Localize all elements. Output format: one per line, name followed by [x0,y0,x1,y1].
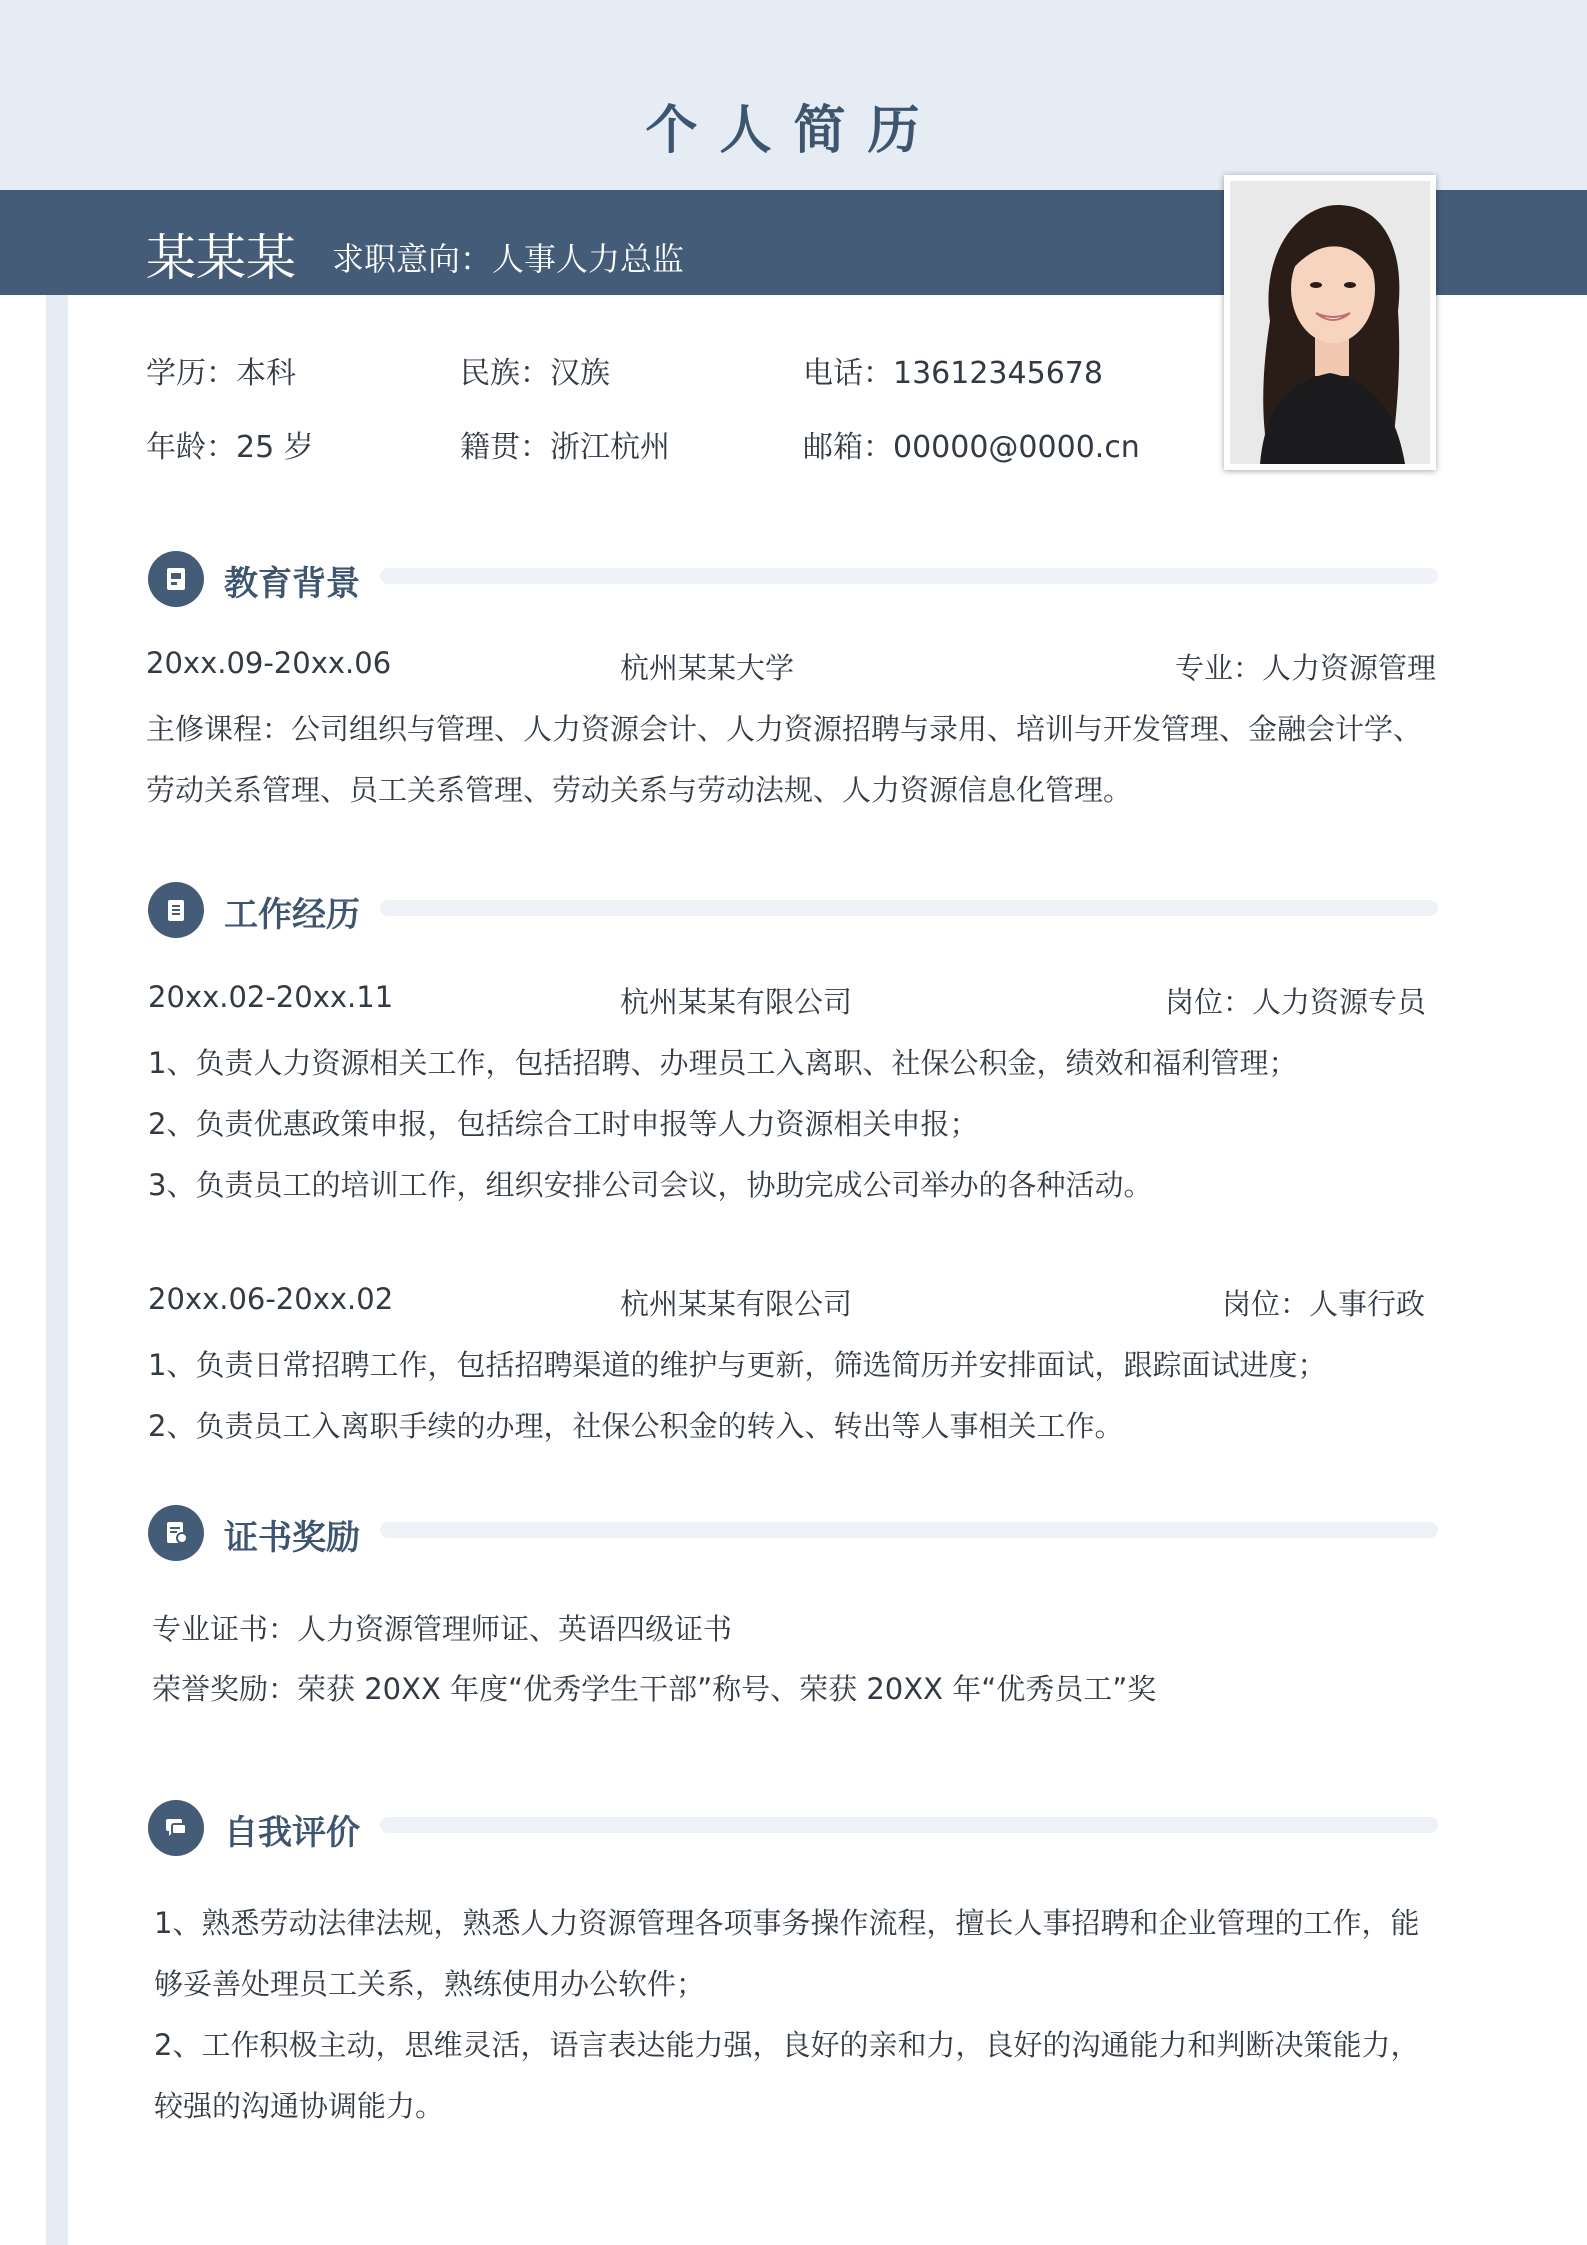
work-icon [148,882,204,938]
info-education: 学历：本科 [146,356,296,391]
portrait-image [1230,181,1430,464]
job-intent: 求职意向：人事人力总监 [332,240,685,278]
self-eval-section-title: 自我评价 [224,1813,360,1853]
awards-section-title: 证书奖励 [224,1518,360,1558]
honors-text: 荣誉奖励：荣获 20XX 年度“优秀学生干部”称号、荣获 20XX 年“优秀员工”奖 [152,1672,1157,1706]
info-phone: 电话：13612345678 [803,356,1103,391]
education-icon [148,551,204,607]
profile-photo [1224,175,1436,470]
education-school: 杭州某某大学 [620,651,795,685]
job-period: 20xx.06-20xx.02 [148,1282,394,1316]
job-company: 杭州某某有限公司 [620,985,853,1019]
self-eval-line: 够妥善处理员工关系，熟练使用办公软件； [154,1967,706,2001]
info-ethnicity: 民族：汉族 [460,356,610,391]
job-duty: 3、负责员工的培训工作，组织安排公司会议，协助完成公司举办的各种活动。 [148,1168,1153,1202]
education-divider [380,568,1438,584]
job-period: 20xx.02-20xx.11 [148,980,394,1014]
self-eval-line: 1、熟悉劳动法律法规，熟悉人力资源管理各项事务操作流程，擅长人事招聘和企业管理的工作，能 [154,1906,1420,1940]
job-duty: 2、负责优惠政策申报，包括综合工时申报等人力资源相关申报； [148,1107,979,1141]
self-eval-line: 较强的沟通协调能力。 [154,2089,445,2123]
job-position: 岗位：人事行政 [1222,1287,1426,1321]
education-major: 专业：人力资源管理 [1175,651,1437,685]
info-email: 邮箱：00000@0000.cn [803,430,1140,465]
awards-divider [380,1522,1438,1538]
info-age: 年龄：25 岁 [146,430,314,465]
job-duty: 2、负责员工入离职手续的办理，社保公积金的转入、转出等人事相关工作。 [148,1409,1124,1443]
job-duty: 1、负责人力资源相关工作，包括招聘、办理员工入离职、社保公积金，绩效和福利管理； [148,1046,1298,1080]
job-duty: 1、负责日常招聘工作，包括招聘渠道的维护与更新，筛选简历并安排面试，跟踪面试进度； [148,1348,1327,1382]
self-eval-divider [380,1817,1438,1833]
job-company: 杭州某某有限公司 [620,1287,853,1321]
chat-icon [148,1800,204,1856]
certificate-icon [148,1505,204,1561]
certificates-text: 专业证书：人力资源管理师证、英语四级证书 [152,1612,733,1646]
decorative-left-stripe [46,0,68,2245]
education-courses-line: 主修课程：公司组织与管理、人力资源会计、人力资源招聘与录用、培训与开发管理、金融会计学、 [146,712,1423,746]
work-divider [380,900,1438,916]
job-position: 岗位：人力资源专员 [1165,985,1427,1019]
education-courses-line: 劳动关系管理、员工关系管理、劳动关系与劳动法规、人力资源信息化管理。 [146,773,1133,807]
education-period: 20xx.09-20xx.06 [146,646,392,680]
work-section-title: 工作经历 [224,895,360,935]
self-eval-line: 2、工作积极主动，思维灵活，语言表达能力强，良好的亲和力，良好的沟通能力和判断决策能力， [154,2028,1420,2062]
candidate-name: 某某某 [146,229,296,287]
info-hometown: 籍贯：浙江杭州 [460,430,670,465]
page-title: 个人简历 [645,101,942,161]
education-section-title: 教育背景 [224,564,360,604]
